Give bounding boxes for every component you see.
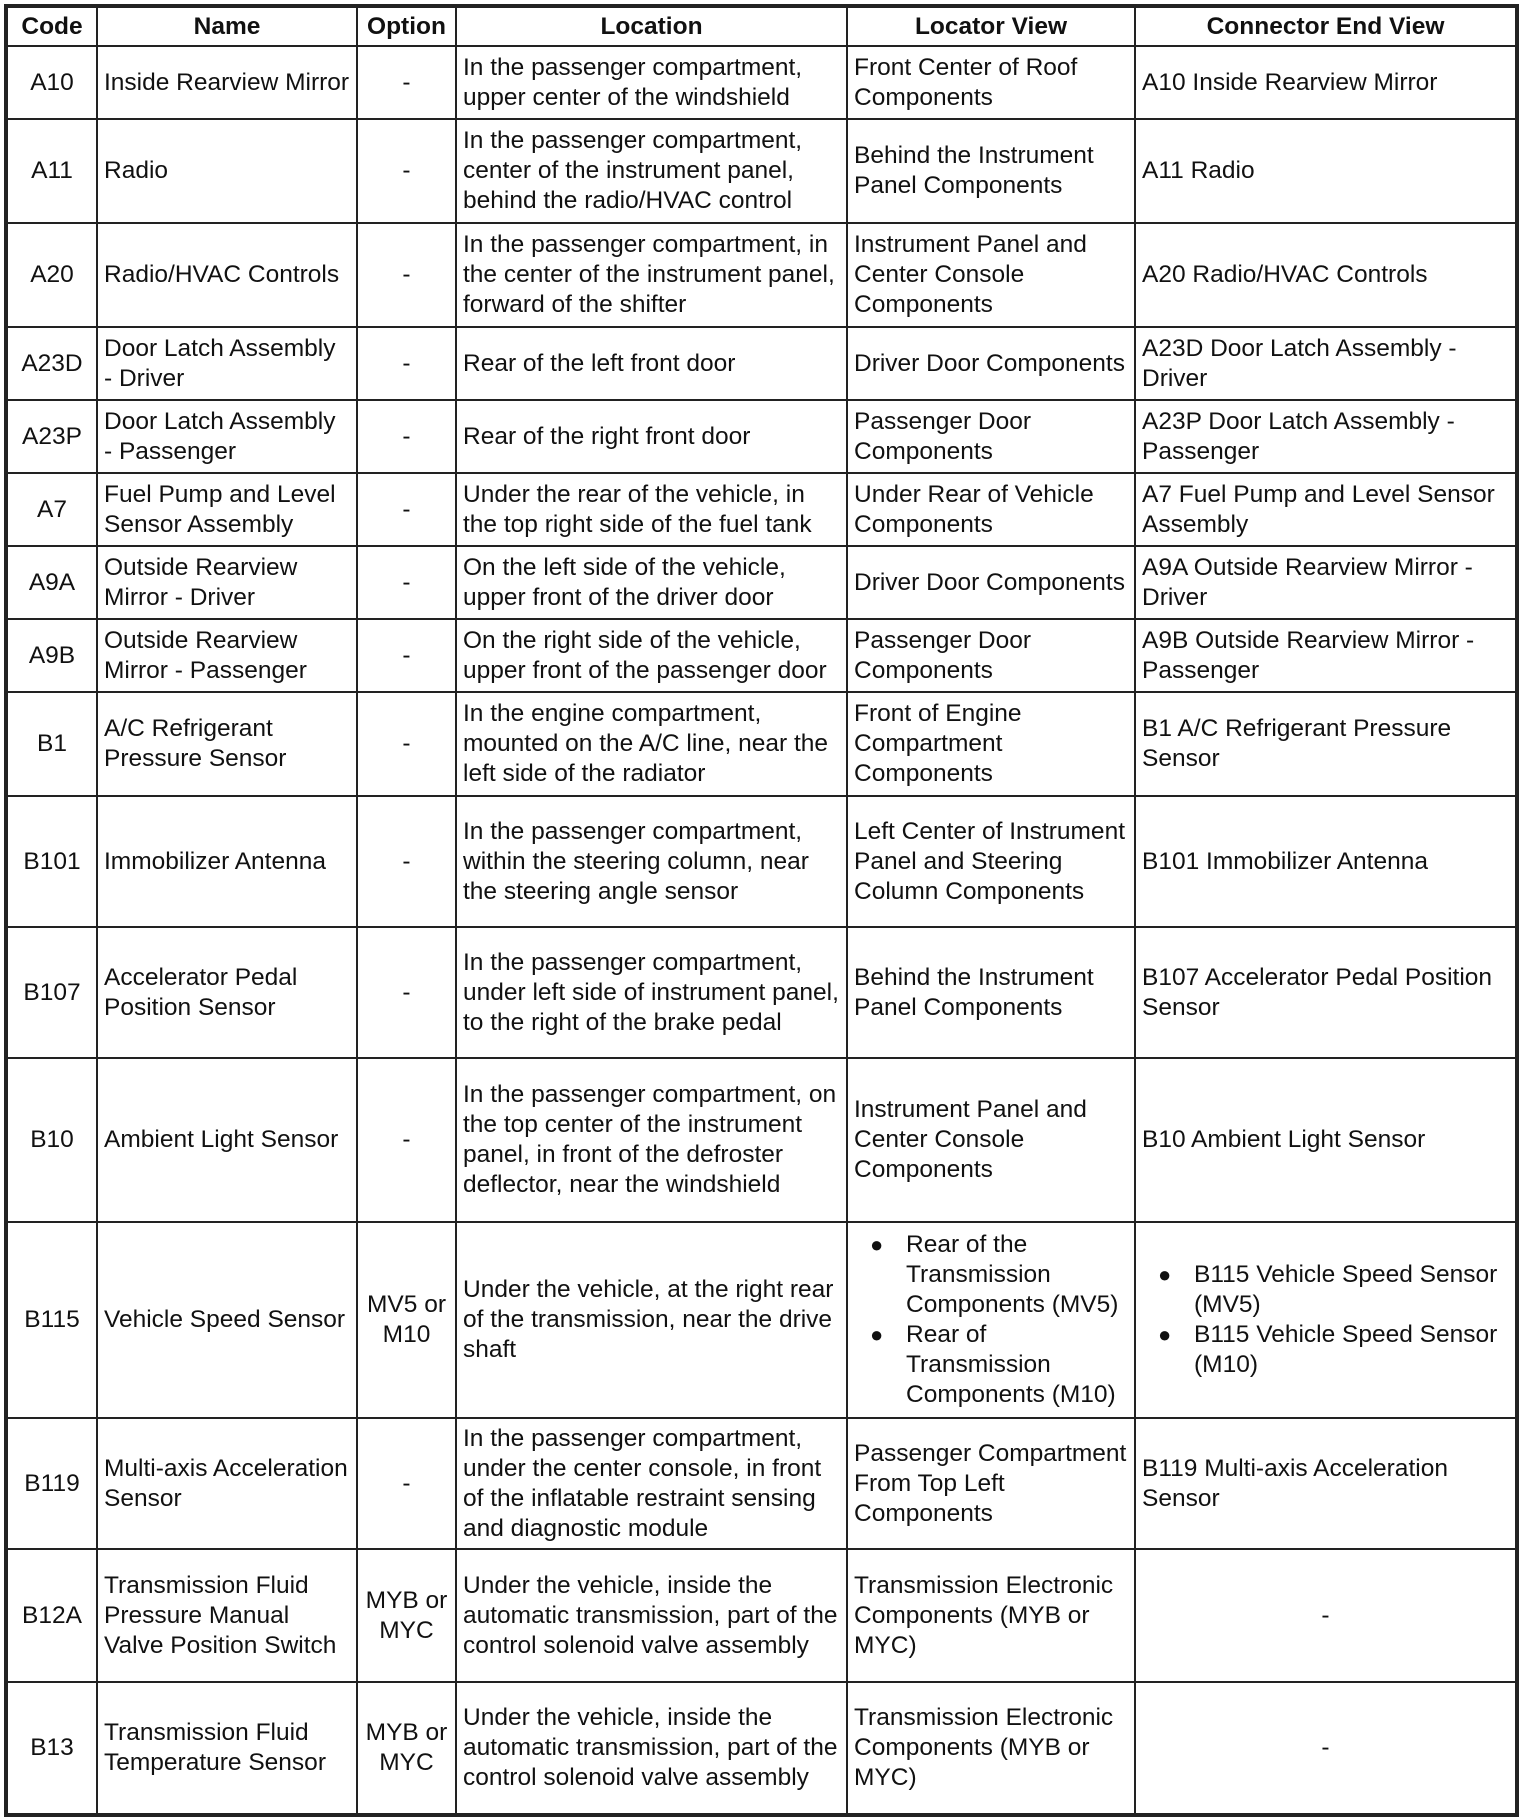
locator-view-cell [847,1222,1135,1418]
table-row [6,223,1517,327]
name-cell: A/C Refrigerant Pressure Sensor [97,692,357,796]
option-cell: - [357,796,456,927]
option-cell: - [357,619,456,692]
option-cell: MYB or MYC [357,1682,456,1815]
location-cell: In the engine compartment, mounted on the A/C line, near the left side of the radiator [456,692,847,796]
option-cell: - [357,223,456,327]
table-row [6,46,1517,119]
connector-end-view-cell: A10 Inside Rearview Mirror [1135,46,1517,119]
name-cell: Door Latch Assembly - Passenger [97,400,357,473]
locator-view-cell: Transmission Electronic Components (MYB or MYC) [847,1549,1135,1682]
locator-view-cell: Passenger Door Components [847,619,1135,692]
name-cell: Transmission Fluid Pressure Manual Valve Position Switch [97,1549,357,1682]
locator-view-cell: Behind the Instrument Panel Components [847,927,1135,1058]
option-cell: - [357,692,456,796]
connector-end-view-cell: B107 Accelerator Pedal Position Sensor [1135,927,1517,1058]
name-cell: Vehicle Speed Sensor [97,1222,357,1418]
code-cell: B10 [6,1058,97,1222]
location-cell: Under the vehicle, at the right rear of the transmission, near the drive shaft [456,1222,847,1418]
table-row [6,546,1517,619]
header-option: Option [357,6,456,46]
code-cell: B107 [6,927,97,1058]
option-cell: - [357,119,456,223]
component-locator-document [4,4,1515,1817]
name-cell: Radio [97,119,357,223]
code-cell: B12A [6,1549,97,1682]
option-cell: MYB or MYC [357,1549,456,1682]
locator-view-cell: Front of Engine Compartment Components [847,692,1135,796]
locator-view-list [854,1230,1128,1410]
location-cell: In the passenger compartment, under the center console, in front of the inflatable restraint sensing and diagnostic module [456,1418,847,1549]
location-cell: In the passenger compartment, on the top center of the instrument panel, in front of the defroster deflector, near the windshield [456,1058,847,1222]
connector-end-view-cell: B101 Immobilizer Antenna [1135,796,1517,927]
location-cell: Under the rear of the vehicle, in the top right side of the fuel tank [456,473,847,546]
connector-end-view-cell: - [1135,1682,1517,1815]
list-item: ● B115 Vehicle Speed Sensor (M10) [1194,1320,1509,1380]
name-cell: Ambient Light Sensor [97,1058,357,1222]
name-cell: Fuel Pump and Level Sensor Assembly [97,473,357,546]
connector-end-view-cell: A23P Door Latch Assembly - Passenger [1135,400,1517,473]
location-cell: In the passenger compartment, center of the instrument panel, behind the radio/HVAC control [456,119,847,223]
table-row [6,619,1517,692]
list-item: ● Rear of Transmission Components (M10) [906,1320,1128,1410]
table-row [6,473,1517,546]
table-row [6,1418,1517,1549]
table-row [6,927,1517,1058]
connector-end-view-cell: - [1135,1549,1517,1682]
table-row [6,796,1517,927]
code-cell: A9A [6,546,97,619]
name-cell: Outside Rearview Mirror - Driver [97,546,357,619]
location-cell: Rear of the left front door [456,327,847,400]
table-row [6,119,1517,223]
header-name: Name [97,6,357,46]
locator-view-cell: Driver Door Components [847,327,1135,400]
connector-end-view-cell: A11 Radio [1135,119,1517,223]
name-cell: Door Latch Assembly - Driver [97,327,357,400]
location-cell: On the right side of the vehicle, upper front of the passenger door [456,619,847,692]
header-code: Code [6,6,97,46]
header-connector-end-view: Connector End View [1135,6,1517,46]
connector-end-view-cell: A7 Fuel Pump and Level Sensor Assembly [1135,473,1517,546]
name-cell: Multi-axis Acceleration Sensor [97,1418,357,1549]
code-cell: B1 [6,692,97,796]
table-row [6,1549,1517,1682]
table-row [6,692,1517,796]
locator-view-cell: Under Rear of Vehicle Components [847,473,1135,546]
option-cell: - [357,473,456,546]
code-cell: B115 [6,1222,97,1418]
locator-view-cell: Instrument Panel and Center Console Components [847,1058,1135,1222]
code-cell: A7 [6,473,97,546]
component-table [4,4,1519,1817]
table-row [6,1682,1517,1815]
header-locator-view: Locator View [847,6,1135,46]
locator-view-cell: Driver Door Components [847,546,1135,619]
location-cell: In the passenger compartment, upper center of the windshield [456,46,847,119]
code-cell: A23D [6,327,97,400]
header-row [6,6,1517,46]
table-row [6,1222,1517,1418]
location-cell: Under the vehicle, inside the automatic transmission, part of the control solenoid valve assembly [456,1682,847,1815]
connector-end-view-cell: A9A Outside Rearview Mirror - Driver [1135,546,1517,619]
option-cell: MV5 or M10 [357,1222,456,1418]
connector-end-view-cell: A20 Radio/HVAC Controls [1135,223,1517,327]
table-row [6,327,1517,400]
locator-view-cell: Instrument Panel and Center Console Components [847,223,1135,327]
location-cell: In the passenger compartment, within the steering column, near the steering angle sensor [456,796,847,927]
locator-view-cell: Passenger Compartment From Top Left Components [847,1418,1135,1549]
location-cell: In the passenger compartment, in the center of the instrument panel, forward of the shifter [456,223,847,327]
connector-end-view-cell: A9B Outside Rearview Mirror - Passenger [1135,619,1517,692]
connector-end-view-cell: A23D Door Latch Assembly - Driver [1135,327,1517,400]
locator-view-cell: Behind the Instrument Panel Components [847,119,1135,223]
table-row [6,1058,1517,1222]
code-cell: B119 [6,1418,97,1549]
location-cell: Rear of the right front door [456,400,847,473]
locator-view-cell: Passenger Door Components [847,400,1135,473]
table-row [6,400,1517,473]
option-cell: - [357,1418,456,1549]
code-cell: A10 [6,46,97,119]
list-item: ● Rear of the Transmission Components (MV5) [906,1230,1128,1320]
option-cell: - [357,1058,456,1222]
name-cell: Immobilizer Antenna [97,796,357,927]
code-cell: A23P [6,400,97,473]
option-cell: - [357,327,456,400]
connector-end-view-cell [1135,1222,1517,1418]
connector-end-view-list [1142,1260,1509,1380]
location-cell: On the left side of the vehicle, upper front of the driver door [456,546,847,619]
header-location: Location [456,6,847,46]
location-cell: In the passenger compartment, under left side of instrument panel, to the right of the brake pedal [456,927,847,1058]
code-cell: A11 [6,119,97,223]
code-cell: A9B [6,619,97,692]
name-cell: Radio/HVAC Controls [97,223,357,327]
connector-end-view-cell: B10 Ambient Light Sensor [1135,1058,1517,1222]
code-cell: A20 [6,223,97,327]
option-cell: - [357,927,456,1058]
locator-view-cell: Left Center of Instrument Panel and Steering Column Components [847,796,1135,927]
connector-end-view-cell: B1 A/C Refrigerant Pressure Sensor [1135,692,1517,796]
list-item: ● B115 Vehicle Speed Sensor (MV5) [1194,1260,1509,1320]
option-cell: - [357,400,456,473]
option-cell: - [357,546,456,619]
option-cell: - [357,46,456,119]
code-cell: B13 [6,1682,97,1815]
name-cell: Transmission Fluid Temperature Sensor [97,1682,357,1815]
locator-view-cell: Transmission Electronic Components (MYB or MYC) [847,1682,1135,1815]
locator-view-cell: Front Center of Roof Components [847,46,1135,119]
name-cell: Inside Rearview Mirror [97,46,357,119]
code-cell: B101 [6,796,97,927]
name-cell: Outside Rearview Mirror - Passenger [97,619,357,692]
location-cell: Under the vehicle, inside the automatic transmission, part of the control solenoid valve assembly [456,1549,847,1682]
name-cell: Accelerator Pedal Position Sensor [97,927,357,1058]
connector-end-view-cell: B119 Multi-axis Acceleration Sensor [1135,1418,1517,1549]
